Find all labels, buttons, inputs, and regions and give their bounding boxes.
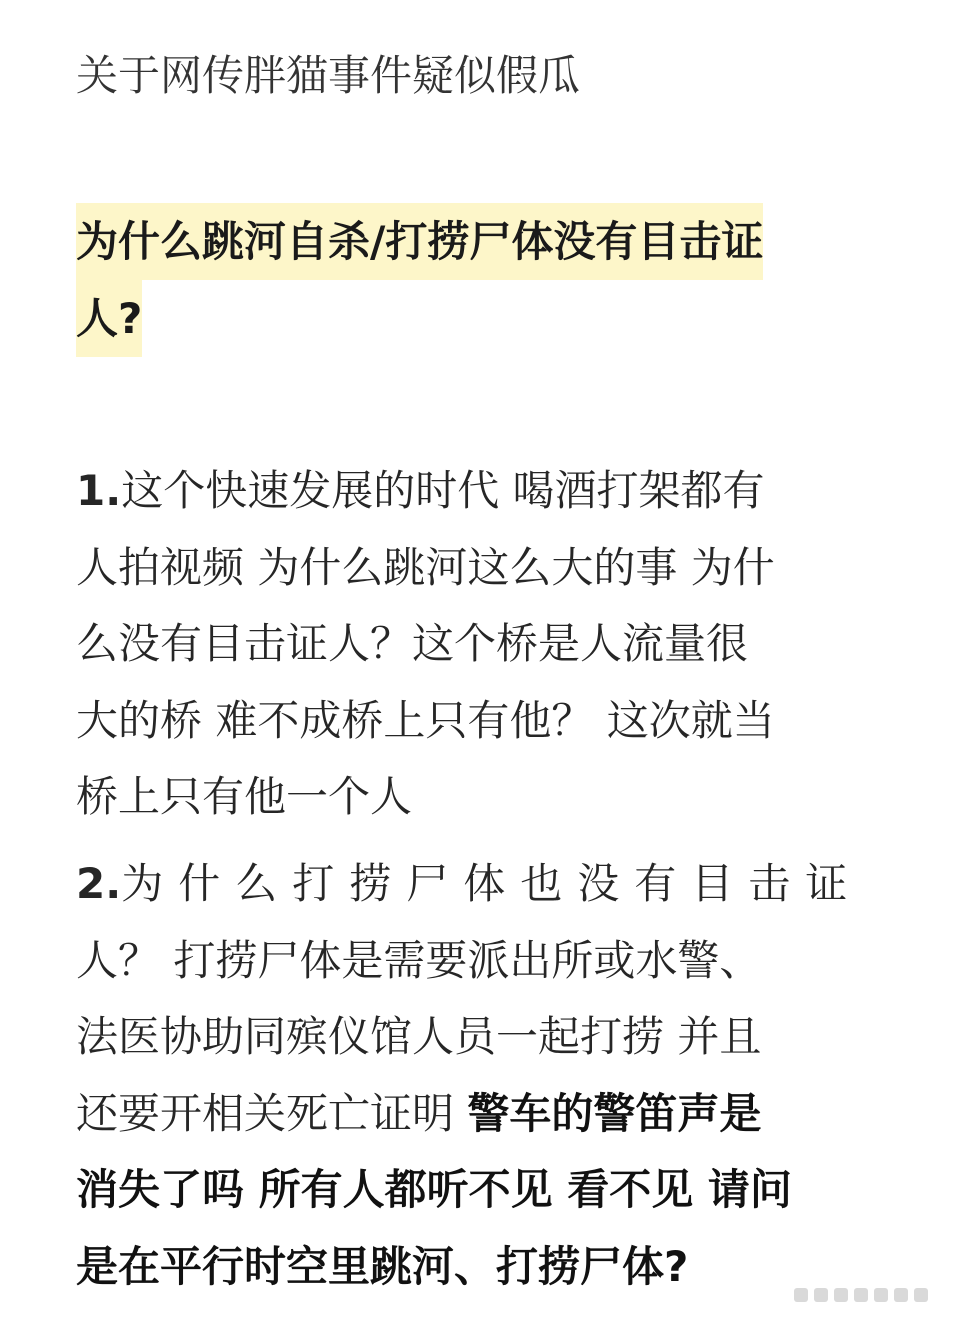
paragraph-2-bold-3: 是在平行时空里跳河、打捞尸体?	[76, 1241, 689, 1291]
paragraph-2-number: 2.	[76, 859, 122, 908]
paragraph-2-line-2: 人？ 打捞尸体是需要派出所或水警、	[76, 935, 762, 985]
heading-line-2: 人?	[76, 280, 142, 357]
watermark-logo	[790, 1284, 950, 1306]
paragraph-1-line-2: 人拍视频 为什么跳河这么大的事 为什	[76, 542, 775, 592]
paragraph-2-text-1: 为什么打捞尸体也没有目击证	[121, 859, 863, 908]
paragraph-2-line-1	[76, 846, 884, 923]
highlighted-heading	[76, 203, 763, 357]
paragraph-2-bold-1: 警车的警笛声是	[467, 1088, 762, 1138]
paragraph-2-bold-2: 消失了吗 所有人都听不见 看不见 请问	[76, 1165, 792, 1214]
paragraph-1-line-4: 大的桥 难不成桥上只有他？ 这次就当	[76, 695, 775, 745]
paragraph-1-line-5: 桥上只有他一个人	[76, 772, 413, 821]
paragraph-2	[76, 846, 884, 1305]
paragraph-1-text-1: 这个快速发展的时代 喝酒打架都有	[121, 466, 765, 515]
paragraph-1-line-1	[76, 453, 884, 530]
paragraph-1-number: 1.	[76, 466, 122, 515]
paragraph-2-line-4	[76, 1076, 884, 1153]
post-title: 关于网传胖猫事件疑似假瓜	[76, 51, 581, 100]
paragraph-1-line-3: 么没有目击证人？这个桥是人流量很	[76, 619, 749, 668]
paragraph-2-line-3: 法医协助同殡仪馆人员一起打捞 并且	[76, 1012, 762, 1061]
paragraph-2-text-4: 还要开相关死亡证明	[76, 1088, 468, 1138]
heading-line-1: 为什么跳河自杀/打捞尸体没有目击证	[76, 203, 763, 280]
paragraph-1	[76, 453, 884, 836]
